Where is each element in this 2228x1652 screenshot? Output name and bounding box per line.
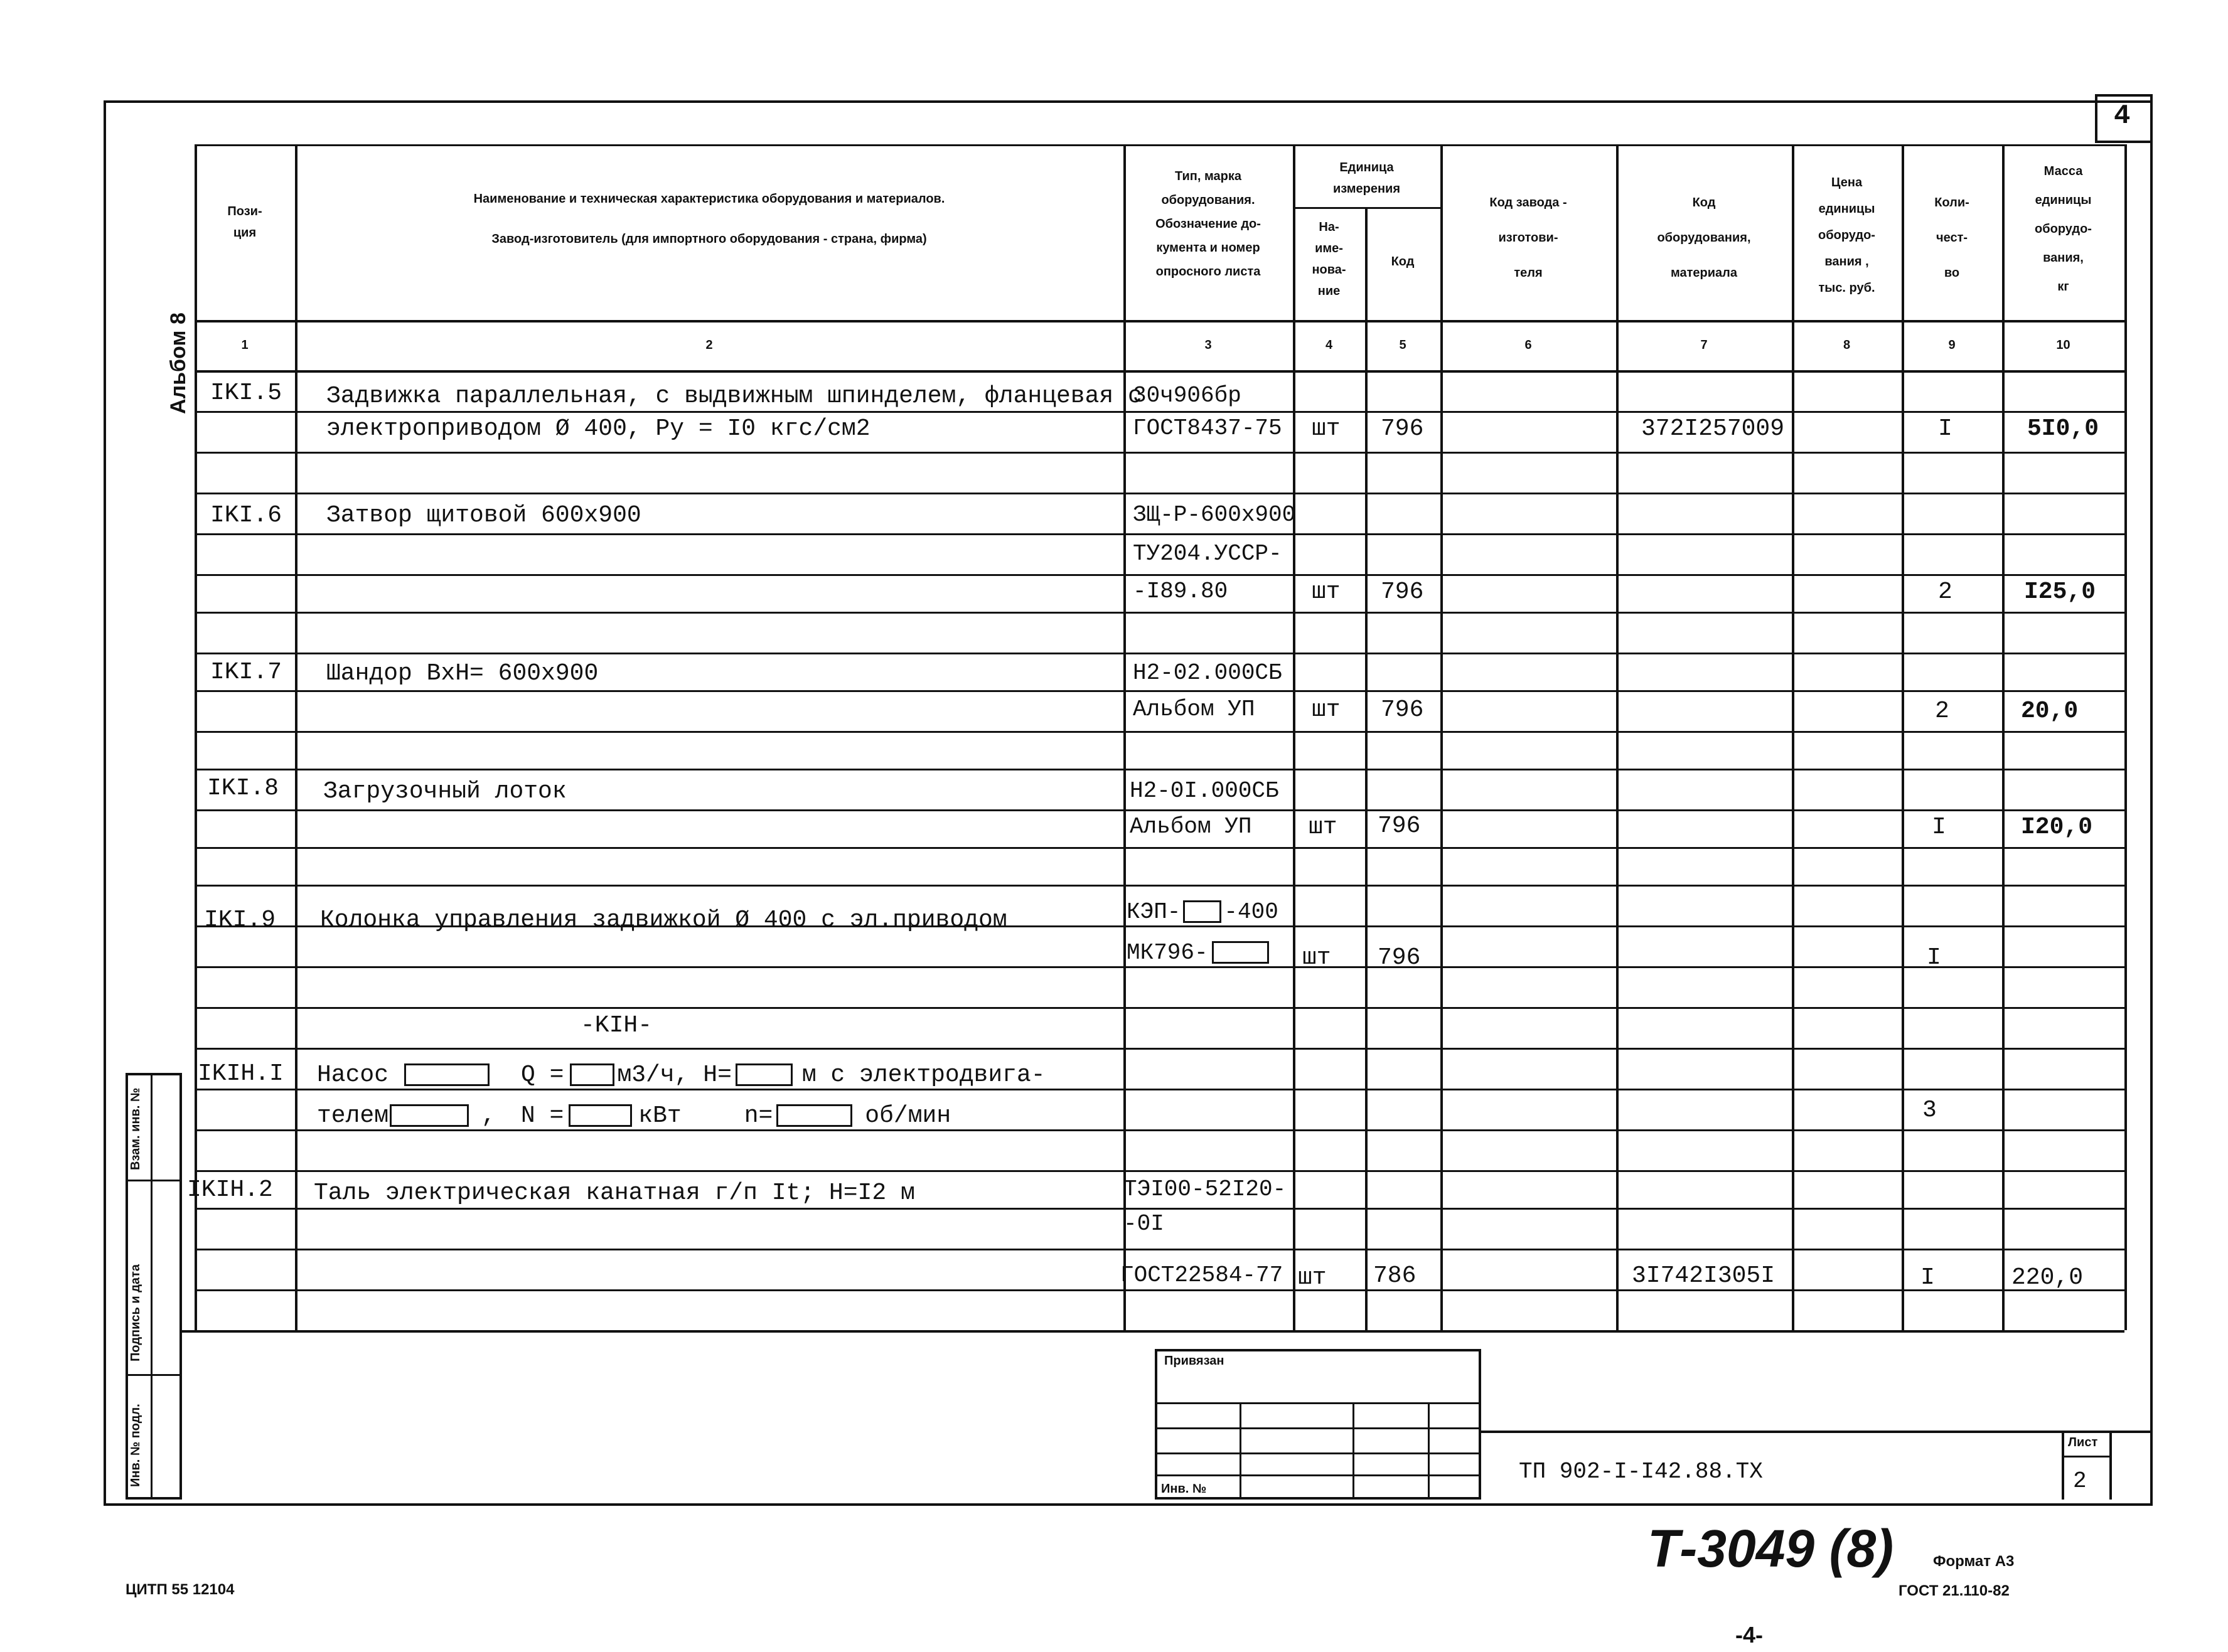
row-1-type-line2: ГОСТ8437-75 <box>1133 415 1282 441</box>
row-5-name-line1: Колонка управления задвижкой Ø 400 с эл.приводом <box>320 907 1007 934</box>
blank-box <box>776 1104 852 1127</box>
row-2-type-line1: ЗЩ-Р-600х900 <box>1133 502 1296 528</box>
privyazan-line <box>1155 1452 1481 1454</box>
row-3-quantity: 2 <box>1935 698 1949 725</box>
row-6-name-line2: телем , N = кВт n= об/мин <box>317 1102 951 1129</box>
row-7-position: IKIH.2 <box>187 1176 273 1203</box>
blank-box <box>1212 941 1269 964</box>
row-3-mass: 20,0 <box>2021 698 2079 725</box>
stamp-strip-divider <box>151 1073 153 1500</box>
header-price: Цена единицы оборудо- вания , тыс. руб. <box>1818 176 1875 295</box>
section-title: -KIH- <box>581 1012 653 1039</box>
row-4-unit-code: 796 <box>1378 813 1421 839</box>
privyazan-divider <box>1352 1402 1354 1500</box>
row-1-equipment-code: 372I257009 <box>1641 415 1785 442</box>
row-line <box>195 769 2124 770</box>
row-3-type-line1: Н2-02.000СБ <box>1133 660 1282 686</box>
row-7-unit: шт <box>1298 1264 1327 1291</box>
colnum-bottom-line <box>195 370 2124 373</box>
row-line <box>195 1170 2124 1172</box>
colnum-1: 1 <box>241 338 249 352</box>
blank-box <box>1183 900 1221 923</box>
row-line <box>195 1289 2124 1291</box>
row-2-name-line1: Затвор щитовой 600х900 <box>326 502 641 529</box>
privyazan-divider <box>1428 1402 1430 1500</box>
title-block-top <box>1481 1431 2153 1433</box>
header-position: Пози- ция <box>227 205 262 240</box>
header-equipment-code: Код оборудования, материала <box>1657 196 1751 280</box>
row-4-mass: I20,0 <box>2021 814 2093 841</box>
row-6-position: IKIH.I <box>198 1060 284 1087</box>
row-line <box>195 411 2124 413</box>
row-line <box>195 612 2124 614</box>
blank-box <box>569 1104 632 1127</box>
colnum-10: 10 <box>2056 338 2070 352</box>
row-5-type-line2: МК796- <box>1127 940 1269 966</box>
blank-box <box>404 1063 490 1086</box>
row-7-quantity: I <box>1920 1264 1935 1291</box>
row-line <box>195 574 2124 576</box>
row-4-quantity: I <box>1932 814 1946 841</box>
row-line <box>195 1129 2124 1131</box>
row-3-position: IKI.7 <box>210 659 282 686</box>
row-7-equipment-code: 3I742I305I <box>1632 1262 1775 1289</box>
row-2-quantity: 2 <box>1938 578 1952 605</box>
row-1-unit: шт <box>1312 415 1341 442</box>
row-6-quantity: 3 <box>1922 1097 1937 1124</box>
blank-box <box>736 1063 793 1086</box>
privyazan-line <box>1155 1402 1481 1404</box>
stamp-strip-line <box>126 1180 182 1181</box>
header-mass: Масса единицы оборудо- вания, кг <box>2035 164 2092 294</box>
row-7-type-line1: ТЭI00-52I20- <box>1123 1176 1287 1202</box>
colnum-2: 2 <box>705 338 713 352</box>
privyazan-line <box>1155 1427 1481 1429</box>
colnum-9: 9 <box>1948 338 1956 352</box>
blank-box <box>390 1104 469 1127</box>
row-line <box>195 452 2124 454</box>
drawing-number: Т-3049 (8) <box>1647 1519 1894 1578</box>
corner-sheet-number: 4 <box>2114 100 2131 132</box>
stamp-strip-line <box>126 1374 182 1376</box>
colnum-3: 3 <box>1204 338 1212 352</box>
row-1-name-line2: электроприводом Ø 400, Ру = I0 кгс/см2 <box>326 415 870 442</box>
col-line-10 <box>2124 144 2127 1330</box>
row-3-name-line1: Шандор ВхН= 600х900 <box>326 660 599 687</box>
colnum-8: 8 <box>1843 338 1851 352</box>
row-line <box>195 809 2124 811</box>
row-6-name-line1: Насос Q = м3/ч, Н= м с электродвига- <box>317 1062 1046 1089</box>
row-line <box>195 1048 2124 1050</box>
header-type: Тип, марка оборудования. Обозначение до- кумента и номер опросного листа <box>1155 169 1261 279</box>
row-4-name-line1: Загрузочный лоток <box>323 778 567 805</box>
row-2-mass: I25,0 <box>2024 578 2096 605</box>
row-line <box>195 533 2124 535</box>
row-5-unit: шт <box>1302 944 1331 971</box>
privyazan-line <box>1155 1474 1481 1476</box>
row-1-type-line1: 30ч906бр <box>1133 383 1241 408</box>
privyazan-box <box>1155 1349 1481 1500</box>
format-label: Формат А3 <box>1933 1553 2015 1570</box>
row-1-mass: 5I0,0 <box>2027 415 2099 442</box>
row-line <box>195 1249 2124 1250</box>
row-line <box>195 731 2124 733</box>
row-2-type-line3: -I89.80 <box>1133 578 1228 604</box>
row-1-quantity: I <box>1938 415 1952 442</box>
row-4-unit: шт <box>1309 814 1337 841</box>
header-unit-code: Код <box>1391 255 1415 269</box>
row-7-type-line2: -0I <box>1123 1211 1164 1237</box>
row-7-name-line1: Таль электрическая канатная г/п It; Н=I2 м <box>314 1180 915 1207</box>
row-5-position: IKI.9 <box>204 907 276 934</box>
list-label: Лист <box>2068 1436 2098 1449</box>
row-4-position: IKI.8 <box>207 775 279 802</box>
document-code: ТП 902-I-I42.88.ТХ <box>1519 1459 1763 1484</box>
row-1-name-line1: Задвижка параллельная, с выдвижным шпинделем, фланцевая с <box>326 383 1142 410</box>
row-7-type-line3: ГОСТ22584-77 <box>1120 1262 1283 1288</box>
row-line <box>195 1007 2124 1009</box>
list-number: 2 <box>2073 1468 2087 1494</box>
row-3-unit-code: 796 <box>1381 696 1424 723</box>
side-label-album: Альбом 8 <box>166 312 190 414</box>
row-line <box>195 1089 2124 1090</box>
colnum-5: 5 <box>1399 338 1406 352</box>
row-4-type-line1: Н2-0I.000СБ <box>1130 778 1279 804</box>
header-manufacturer-code: Код завода - изготови- теля <box>1489 196 1567 280</box>
header-unit: Единица измерения <box>1332 161 1401 196</box>
page-number: -4- <box>1735 1622 1763 1648</box>
row-5-type-line1: КЭП- -400 <box>1127 899 1278 925</box>
row-3-type-line2: Альбом УП <box>1133 696 1255 722</box>
row-2-position: IKI.6 <box>210 502 282 529</box>
inv-label: Инв. № <box>1161 1482 1207 1496</box>
row-line <box>195 1208 2124 1210</box>
footer-left-code: ЦИТП 55 12104 <box>126 1581 235 1598</box>
row-7-mass: 220,0 <box>2011 1264 2084 1291</box>
colnum-7: 7 <box>1700 338 1708 352</box>
stamp-inv-label: Инв. № подл. <box>129 1404 142 1487</box>
table-bottom-line <box>182 1330 2124 1333</box>
header-name: Наименование и техническая характеристика оборудования и материалов. Завод-изготовитель (для импортного оборудования - страна, фирма) <box>473 192 945 246</box>
blank-box <box>570 1063 614 1086</box>
row-4-type-line2: Альбом УП <box>1130 814 1252 839</box>
header-unit-split <box>1293 207 1440 209</box>
row-2-unit-code: 796 <box>1381 578 1424 605</box>
colnum-4: 4 <box>1325 338 1333 352</box>
stamp-replace-inv-label: Взам. инв. № <box>129 1087 142 1170</box>
gost-label: ГОСТ 21.110-82 <box>1899 1582 2010 1599</box>
privyazan-divider <box>1240 1402 1241 1500</box>
row-line <box>195 847 2124 849</box>
row-1-unit-code: 796 <box>1381 415 1424 442</box>
privyazan-label: Привязан <box>1164 1354 1224 1368</box>
list-box-line <box>2062 1456 2112 1457</box>
row-line <box>195 885 2124 887</box>
row-2-type-line2: ТУ204.УССР- <box>1133 541 1282 567</box>
row-3-unit: шт <box>1312 696 1341 723</box>
colnum-6: 6 <box>1524 338 1532 352</box>
stamp-sign-date-label: Подпись и дата <box>129 1264 142 1362</box>
row-1-position: IKI.5 <box>210 380 282 407</box>
row-line <box>195 966 2124 968</box>
row-7-unit-code: 786 <box>1373 1262 1417 1289</box>
row-5-quantity: I <box>1927 944 1941 971</box>
row-5-unit-code: 796 <box>1378 944 1421 971</box>
row-line <box>195 493 2124 494</box>
header-unit-name: На- име- нова- ние <box>1312 220 1346 298</box>
header-bottom-line <box>195 320 2124 322</box>
row-line <box>195 690 2124 692</box>
row-2-unit: шт <box>1312 578 1341 605</box>
row-line <box>195 653 2124 654</box>
header-top-line <box>195 144 2124 146</box>
header-quantity: Коли- чест- во <box>1934 196 1969 280</box>
